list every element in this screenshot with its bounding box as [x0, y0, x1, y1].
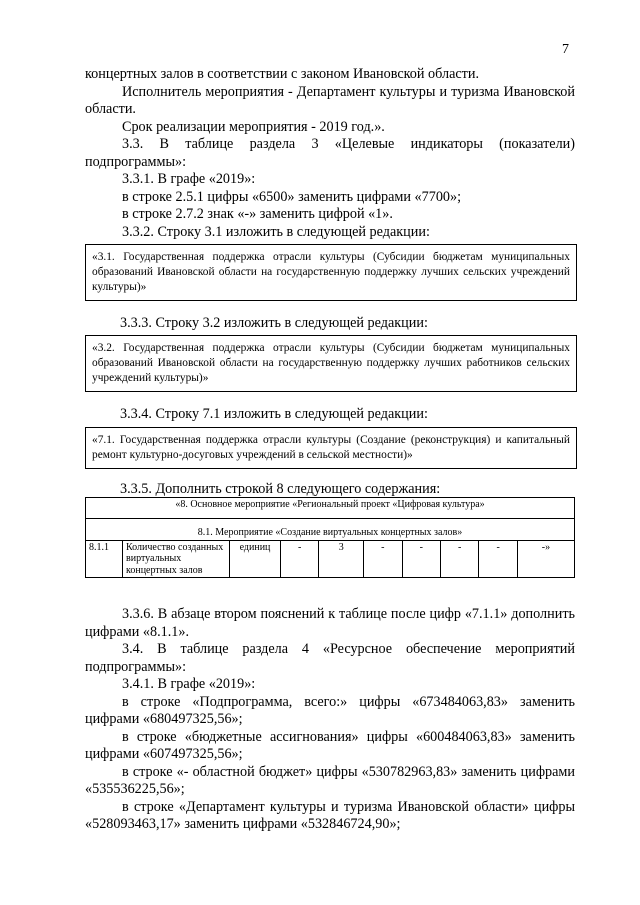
paragraph: 3.4.1. В графе «2019»:	[122, 676, 256, 692]
table-cell: -	[479, 540, 517, 578]
table-cell: «8. Основное мероприятие «Региональный проект «Цифровая культура»	[86, 498, 575, 519]
heading-3-3-5: 3.3.5. Дополнить строкой 8 следующего содержания:	[120, 481, 441, 497]
table-row	[86, 519, 575, 541]
paragraph: 3.3.1. В графе «2019»:	[122, 171, 256, 187]
table-cell: 8.1. Мероприятие «Создание виртуальных концертных залов»	[86, 519, 575, 541]
table-cell: 3	[319, 540, 364, 578]
paragraph: в строке 2.5.1 цифры «6500» заменить цифрами «7700»;	[122, 188, 462, 205]
paragraph: Срок реализации мероприятия - 2019 год.».	[122, 118, 385, 135]
table-cell: 8.1.1	[86, 540, 123, 578]
heading-3-3-3: 3.3.3. Строку 3.2 изложить в следующей редакции:	[120, 315, 428, 331]
paragraph: 3.3.2. Строку 3.1 изложить в следующей редакции:	[122, 223, 430, 240]
paragraph: в строке «- областной бюджет» цифры «530782963,83» заменить цифрами «535536225,56»;	[85, 763, 575, 797]
table-cell: Количество созданных виртуальных концертных залов	[123, 540, 230, 578]
row-3-1-box: «3.1. Государственная поддержка отрасли культуры (Субсидии бюджетам муниципальных образований Ивановской области на государственную поддержку лучших сельских учреждений культуры)»	[85, 244, 577, 301]
paragraph: 3.3.6. В абзаце втором пояснений к таблице после цифр «7.1.1» дополнить цифрами «8.1.1».	[85, 606, 575, 640]
table-cell: -	[281, 540, 319, 578]
table-row	[86, 498, 575, 519]
paragraph: концертных залов в соответствии с законом Ивановской области.	[85, 66, 480, 82]
paragraph: Исполнитель мероприятия - Департамент культуры и туризма Ивановской области.	[85, 83, 575, 117]
page-number: 7	[562, 42, 569, 57]
paragraph: в строке «Подпрограмма, всего:» цифры «673484063,83» заменить цифрами «680497325,56»;	[85, 693, 575, 727]
table-cell: -	[402, 540, 440, 578]
heading-3-3-4: 3.3.4. Строку 7.1 изложить в следующей редакции:	[120, 406, 428, 422]
table-row-8	[85, 497, 575, 578]
table-cell: -	[440, 540, 478, 578]
paragraph: 3.4. В таблице раздела 4 «Ресурсное обеспечение мероприятий подпрограммы»:	[85, 641, 575, 675]
table-row	[86, 540, 575, 578]
table-cell: единиц	[230, 540, 281, 578]
paragraph: 3.3. В таблице раздела 3 «Целевые индикаторы (показатели) подпрограммы»:	[85, 136, 575, 170]
table-cell: -»	[517, 540, 574, 578]
row-7-1-box: «7.1. Государственная поддержка отрасли культуры (Создание (реконструкция) и капитальный ремонт культурно-досуговых учреждений в сельской местности)»	[85, 427, 577, 469]
top-text-block	[85, 66, 575, 241]
row-3-2-box: «3.2. Государственная поддержка отрасли культуры (Субсидии бюджетам муниципальных образований Ивановской области на государственную поддержку лучших работников сельских учреждений культуры)»	[85, 335, 577, 392]
bottom-text-block	[85, 606, 575, 834]
paragraph: в строке 2.7.2 знак «-» заменить цифрой «1».	[122, 206, 393, 222]
paragraph: в строке «Департамент культуры и туризма Ивановской области» цифры «528093463,17» заменить цифрами «532846724,90»;	[85, 798, 575, 832]
table-cell: -	[364, 540, 402, 578]
paragraph: в строке «бюджетные ассигнования» цифры «600484063,83» заменить цифрами «607497325,56»;	[85, 728, 575, 762]
